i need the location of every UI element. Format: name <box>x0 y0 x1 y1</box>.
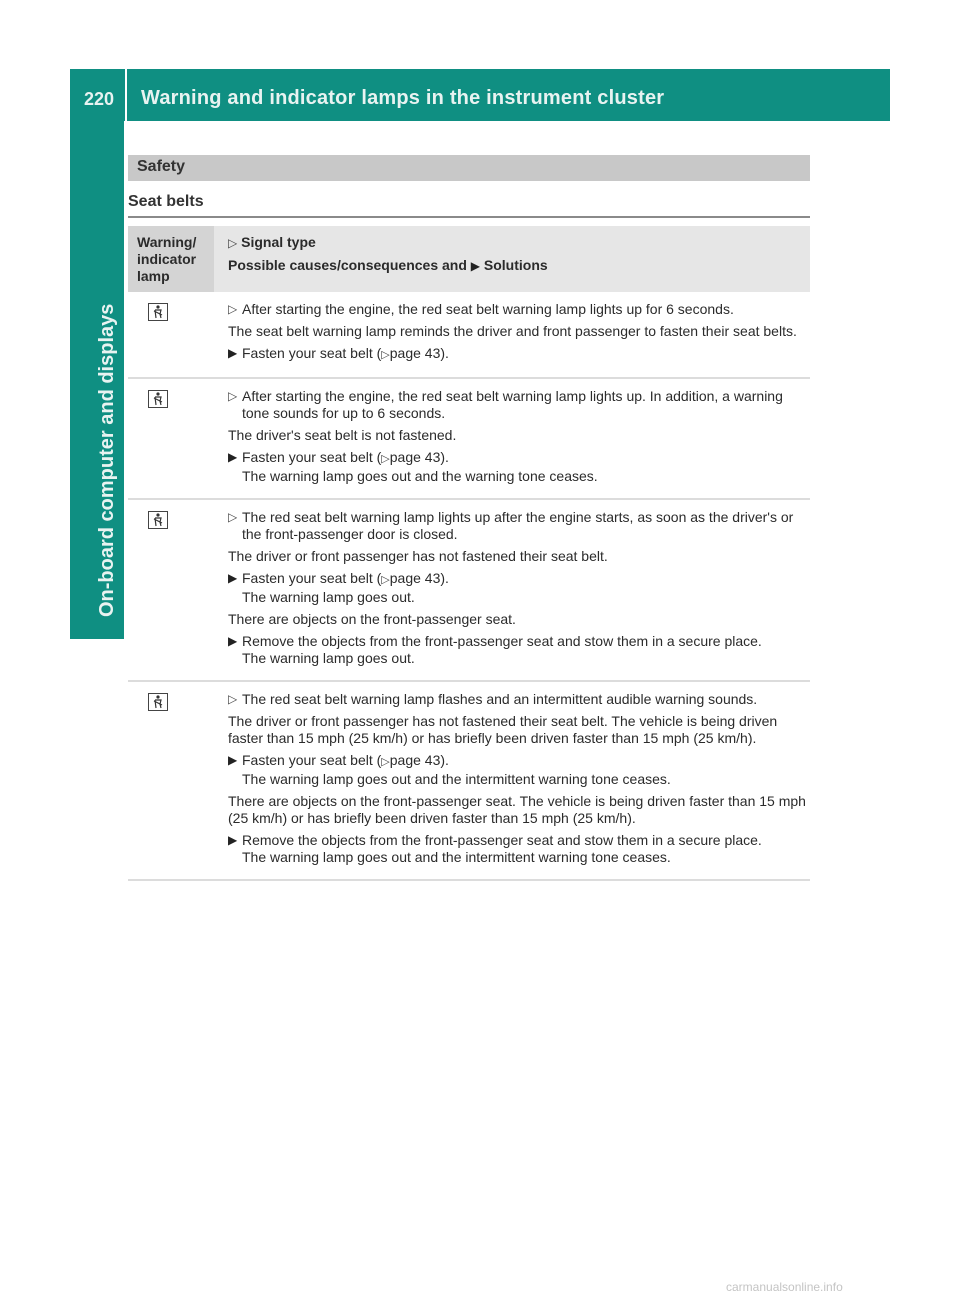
page-ref-icon: ▷ <box>381 349 390 361</box>
result-text: The warning lamp goes out. <box>242 650 415 666</box>
action-arrow-icon: ▶ <box>228 450 238 464</box>
lamp-cell <box>128 682 214 866</box>
action-text: Fasten your seat belt ( <box>242 752 382 768</box>
signal-icon: ▷ <box>228 302 238 316</box>
signal-text: The red seat belt warning lamp flashes and an intermittent audible warning sounds. <box>242 691 758 707</box>
lamp-cell <box>128 292 214 364</box>
page-ref-link[interactable]: page 43). <box>389 449 449 465</box>
table-row <box>128 379 810 500</box>
cause-text: The driver or front passenger has not fastened their seat belt. <box>228 548 608 564</box>
subsection-title: Seat belts <box>128 193 204 210</box>
seat-belt-warning-icon <box>148 390 168 408</box>
result-text: The warning lamp goes out. <box>242 589 415 605</box>
cause-text: The seat belt warning lamp reminds the driver and front passenger to fasten their seat belts. <box>228 323 797 339</box>
seat-belt-warning-icon <box>148 511 168 529</box>
causes-label: Possible causes/consequences and <box>228 257 467 273</box>
description-cell <box>214 682 810 866</box>
solutions-arrow-icon: ▶ <box>470 259 481 273</box>
table-row <box>128 682 810 881</box>
solutions-label: Solutions <box>483 257 548 273</box>
action-arrow-icon: ▶ <box>228 346 238 360</box>
seat-belt-warning-icon <box>148 303 168 321</box>
section-heading-bar <box>128 155 810 181</box>
cause-text: The driver or front passenger has not fastened their seat belt. The vehicle is being driven faster than 15 mph (25 km/h) or has briefly been driven faster than 15 mph (25 km/h). <box>228 713 778 746</box>
action-arrow-icon: ▶ <box>228 634 238 648</box>
signal-text: After starting the engine, the red seat belt warning lamp lights up for 6 seconds. <box>242 301 734 317</box>
table-row <box>128 500 810 682</box>
chapter-side-tab <box>70 121 124 639</box>
page-ref-icon: ▷ <box>381 453 390 465</box>
lamp-header-line: indicator <box>137 251 197 267</box>
page-ref-link[interactable]: page 43). <box>389 345 449 361</box>
table-row <box>128 292 810 379</box>
section-title: Safety <box>137 158 186 175</box>
page-ref-icon: ▷ <box>381 756 390 768</box>
description-cell <box>214 379 810 485</box>
signal-type-label: Signal type <box>241 234 316 250</box>
page-ref-link[interactable]: page 43). <box>389 752 449 768</box>
signal-icon: ▷ <box>228 510 238 524</box>
action-text: Remove the objects from the front-passenger seat and stow them in a secure place. <box>242 633 762 649</box>
action-arrow-icon: ▶ <box>228 571 238 585</box>
table-header <box>128 226 810 292</box>
signal-icon: ▷ <box>228 389 238 403</box>
page-ref-icon: ▷ <box>381 574 390 586</box>
action-text: Fasten your seat belt ( <box>242 570 382 586</box>
signal-text: After starting the engine, the red seat belt warning lamp lights up. In addition, a warning tone sounds for up to 6 seconds. <box>242 388 783 421</box>
action-text: Fasten your seat belt ( <box>242 345 382 361</box>
description-cell <box>214 292 810 364</box>
cause-text: The driver's seat belt is not fastened. <box>228 427 457 443</box>
lamp-cell <box>128 379 214 485</box>
page-title: Warning and indicator lamps in the instrument cluster <box>141 87 665 109</box>
page-ref-link[interactable]: page 43). <box>389 570 449 586</box>
signal-text: The red seat belt warning lamp lights up after the engine starts, as soon as the driver's or the front-passenger door is closed. <box>242 509 794 542</box>
signal-type-icon: ▷ <box>228 236 238 250</box>
page-header <box>70 69 890 121</box>
warning-lamp-table <box>128 226 810 881</box>
action-text: Fasten your seat belt ( <box>242 449 382 465</box>
cause-text: There are objects on the front-passenger seat. The vehicle is being driven faster than 15 mph (25 km/h) or has briefly been driven faster than 15 mph (25 km/h). <box>228 793 806 826</box>
lamp-header-line: Warning/ <box>137 234 197 250</box>
seat-belt-warning-icon <box>148 693 168 711</box>
site-watermark: carmanualsonline.info <box>726 1280 843 1294</box>
action-arrow-icon: ▶ <box>228 833 238 847</box>
action-arrow-icon: ▶ <box>228 753 238 767</box>
lamp-column-header <box>128 226 214 292</box>
header-divider <box>125 69 127 121</box>
lamp-header-line: lamp <box>137 268 170 284</box>
cause-text: There are objects on the front-passenger seat. <box>228 611 516 627</box>
page-number: 220 <box>84 89 115 109</box>
lamp-cell <box>128 500 214 667</box>
subsection-rule <box>128 216 810 218</box>
chapter-label: On-board computer and displays <box>96 303 118 617</box>
result-text: The warning lamp goes out and the intermittent warning tone ceases. <box>242 771 671 787</box>
description-column-header <box>214 226 810 292</box>
signal-icon: ▷ <box>228 692 238 706</box>
result-text: The warning lamp goes out and the warning tone ceases. <box>242 468 598 484</box>
result-text: The warning lamp goes out and the intermittent warning tone ceases. <box>242 849 671 865</box>
action-text: Remove the objects from the front-passenger seat and stow them in a secure place. <box>242 832 762 848</box>
description-cell <box>214 500 810 667</box>
